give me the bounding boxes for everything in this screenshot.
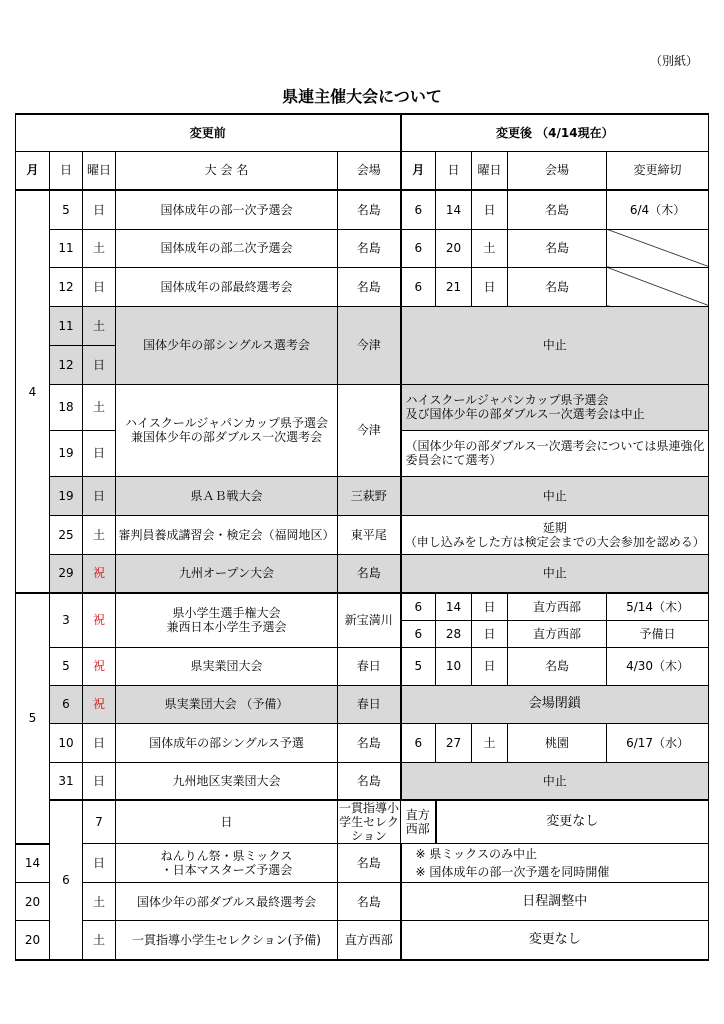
day-cell: 14 xyxy=(16,844,50,883)
deadline-cell: 6/17（水） xyxy=(607,723,709,762)
day-cell: 11 xyxy=(50,229,83,267)
event-name: 国体成年の部最終選考会 xyxy=(116,267,338,306)
status-cell: 中止 xyxy=(401,554,709,593)
venue-cell: 名島 xyxy=(338,229,401,267)
day-cell: 5 xyxy=(50,647,83,685)
new-day: 14 xyxy=(436,190,472,229)
new-day: 27 xyxy=(436,723,472,762)
col-day: 日 xyxy=(50,151,83,190)
day-cell: 19 xyxy=(50,430,83,476)
table-row xyxy=(16,306,709,345)
weekday-cell: 祝 xyxy=(83,685,116,723)
venue-cell: 名島 xyxy=(338,723,401,762)
event-name: 一貫指導小学生セレクション xyxy=(339,801,400,843)
day-cell: 12 xyxy=(50,345,83,384)
venue-cell: 春日 xyxy=(338,685,401,723)
schedule-table xyxy=(15,113,709,961)
table-row xyxy=(16,647,709,685)
day-cell: 3 xyxy=(50,593,83,647)
day-cell: 18 xyxy=(50,384,83,430)
venue-cell: 名島 xyxy=(338,762,401,800)
status-cell: 変更なし xyxy=(436,800,709,844)
col-new-month: 月 xyxy=(401,151,436,190)
new-weekday: 日 xyxy=(472,620,508,647)
venue-cell: 直方西部 xyxy=(401,800,436,844)
deadline-cell: 6/4（木） xyxy=(607,190,709,229)
event-name: 県小学生選手権大会 兼西日本小学生予選会 xyxy=(116,593,338,647)
event-name: 県ＡＢ戦大会 xyxy=(116,476,338,515)
deadline-empty-cell xyxy=(607,229,709,267)
weekday-cell: 土 xyxy=(83,306,116,345)
weekday-cell: 日 xyxy=(116,800,338,844)
new-venue: 名島 xyxy=(508,647,607,685)
new-day: 21 xyxy=(436,267,472,306)
weekday-cell: 土 xyxy=(83,384,116,430)
weekday-cell: 日 xyxy=(83,345,116,384)
new-weekday: 日 xyxy=(472,647,508,685)
deadline-cell: 予備日 xyxy=(607,620,709,647)
table-row xyxy=(16,844,709,883)
venue-cell: 三萩野 xyxy=(338,476,401,515)
day-cell: 20 xyxy=(16,883,50,921)
status-cell: ハイスクールジャパンカップ県予選会 及び国体少年の部ダブルス一次選考会は中止 xyxy=(401,384,709,430)
venue-cell: 名島 xyxy=(338,844,401,883)
weekday-cell: 土 xyxy=(83,883,116,921)
day-cell: 31 xyxy=(50,762,83,800)
event-name: 九州地区実業団大会 xyxy=(116,762,338,800)
event-name: 国体少年の部ダブルス最終選考会 xyxy=(116,883,338,921)
col-new-weekday: 曜日 xyxy=(472,151,508,190)
status-cell: 中止 xyxy=(401,476,709,515)
day-cell: 19 xyxy=(50,476,83,515)
weekday-cell: 土 xyxy=(83,229,116,267)
day-cell: 11 xyxy=(50,306,83,345)
new-month: 5 xyxy=(401,647,436,685)
event-name: 九州オープン大会 xyxy=(116,554,338,593)
event-name: 審判員養成講習会・検定会（福岡地区） xyxy=(116,515,338,554)
new-weekday: 土 xyxy=(472,723,508,762)
table-row xyxy=(16,476,709,515)
new-day: 28 xyxy=(436,620,472,647)
venue-cell: 春日 xyxy=(338,647,401,685)
month-cell: 5 xyxy=(16,593,50,844)
weekday-cell: 土 xyxy=(83,515,116,554)
table-row xyxy=(16,762,709,800)
table-row xyxy=(16,515,709,554)
event-name: 県実業団大会 xyxy=(116,647,338,685)
venue-cell: 名島 xyxy=(338,883,401,921)
table-row xyxy=(16,229,709,267)
weekday-cell: 日 xyxy=(83,190,116,229)
document-title: 県連主催大会について xyxy=(282,87,442,106)
month-cell: 4 xyxy=(16,190,50,593)
event-name: 国体成年の部二次予選会 xyxy=(116,229,338,267)
new-venue: 直方西部 xyxy=(508,620,607,647)
table-row xyxy=(16,384,709,430)
event-name: 県実業団大会 （予備） xyxy=(116,685,338,723)
weekday-cell: 日 xyxy=(83,762,116,800)
before-header: 変更前 xyxy=(16,114,401,151)
table-row xyxy=(16,190,709,229)
venue-cell: 今津 xyxy=(338,384,401,476)
day-cell: 29 xyxy=(50,554,83,593)
table-row xyxy=(16,883,709,921)
day-cell: 5 xyxy=(50,190,83,229)
venue-cell: 名島 xyxy=(338,190,401,229)
event-name: 国体少年の部シングルス選考会 xyxy=(116,306,338,384)
weekday-cell: 祝 xyxy=(83,647,116,685)
status-cell: ※ 県ミックスのみ中止 ※ 国体成年の部一次予選を同時開催 xyxy=(401,844,709,883)
status-cell: 延期 （申し込みをした方は検定会までの大会参加を認める） xyxy=(401,515,709,554)
weekday-cell: 祝 xyxy=(83,593,116,647)
day-cell: 25 xyxy=(50,515,83,554)
table-row xyxy=(16,593,709,620)
status-cell: 変更なし xyxy=(401,921,709,960)
venue-cell: 名島 xyxy=(338,554,401,593)
table-row xyxy=(16,267,709,306)
new-weekday: 日 xyxy=(472,190,508,229)
col-new-venue: 会場 xyxy=(508,151,607,190)
new-venue: 桃園 xyxy=(508,723,607,762)
weekday-cell: 土 xyxy=(83,921,116,960)
deadline-cell: 5/14（木） xyxy=(607,593,709,620)
col-event-name: 大 会 名 xyxy=(116,151,338,190)
new-day: 10 xyxy=(436,647,472,685)
weekday-cell: 日 xyxy=(83,723,116,762)
new-month: 6 xyxy=(401,229,436,267)
table-row xyxy=(16,723,709,762)
status-cell: 会場閉鎖 xyxy=(401,685,709,723)
col-deadline: 変更締切 xyxy=(607,151,709,190)
status-note-cell: （国体少年の部ダブルス一次選考会については県連強化 委員会にて選考） xyxy=(401,430,709,476)
deadline-cell: 4/30（木） xyxy=(607,647,709,685)
new-venue: 直方西部 xyxy=(508,593,607,620)
event-name: ハイスクールジャパンカップ県予選会 兼国体少年の部ダブルス一次選考会 xyxy=(116,384,338,476)
status-cell: 中止 xyxy=(401,762,709,800)
day-cell: 12 xyxy=(50,267,83,306)
day-cell: 10 xyxy=(50,723,83,762)
day-cell: 6 xyxy=(50,685,83,723)
table-row xyxy=(16,921,709,960)
new-month: 6 xyxy=(401,190,436,229)
new-day: 20 xyxy=(436,229,472,267)
deadline-empty-cell xyxy=(607,267,709,306)
new-weekday: 日 xyxy=(472,267,508,306)
new-day: 14 xyxy=(436,593,472,620)
col-month: 月 xyxy=(16,151,50,190)
venue-cell: 今津 xyxy=(338,306,401,384)
new-month: 6 xyxy=(401,593,436,620)
weekday-cell: 日 xyxy=(83,267,116,306)
venue-cell: 直方西部 xyxy=(338,921,401,960)
month-cell: 6 xyxy=(50,800,83,960)
new-month: 6 xyxy=(401,620,436,647)
event-name: 一貫指導小学生セレクション(予備) xyxy=(116,921,338,960)
header-row xyxy=(16,114,709,151)
event-name: ねんりん祭・県ミックス ・日本マスターズ予選会 xyxy=(116,844,338,883)
col-new-day: 日 xyxy=(436,151,472,190)
table-row xyxy=(16,554,709,593)
day-cell: 20 xyxy=(16,921,50,960)
new-month: 6 xyxy=(401,267,436,306)
table-row xyxy=(16,800,709,844)
weekday-cell: 日 xyxy=(83,844,116,883)
col-weekday: 曜日 xyxy=(83,151,116,190)
new-venue: 名島 xyxy=(508,267,607,306)
status-cell: 中止 xyxy=(401,306,709,384)
attachment-note: （別紙） xyxy=(650,54,699,68)
column-header-row xyxy=(16,151,709,190)
event-name: 国体成年の部シングルス予選 xyxy=(116,723,338,762)
weekday-cell: 祝 xyxy=(83,554,116,593)
weekday-cell: 日 xyxy=(83,476,116,515)
after-header: 変更後 （4/14現在） xyxy=(401,114,709,151)
col-venue: 会場 xyxy=(338,151,401,190)
event-name: 国体成年の部一次予選会 xyxy=(116,190,338,229)
venue-cell: 名島 xyxy=(338,267,401,306)
table-row xyxy=(16,685,709,723)
weekday-cell: 日 xyxy=(83,430,116,476)
status-cell: 日程調整中 xyxy=(401,883,709,921)
new-venue: 名島 xyxy=(508,190,607,229)
new-weekday: 土 xyxy=(472,229,508,267)
new-month: 6 xyxy=(401,723,436,762)
new-weekday: 日 xyxy=(472,593,508,620)
venue-cell: 東平尾 xyxy=(338,515,401,554)
day-cell: 7 xyxy=(83,800,116,844)
venue-cell: 新宝満川 xyxy=(338,593,401,647)
new-venue: 名島 xyxy=(508,229,607,267)
